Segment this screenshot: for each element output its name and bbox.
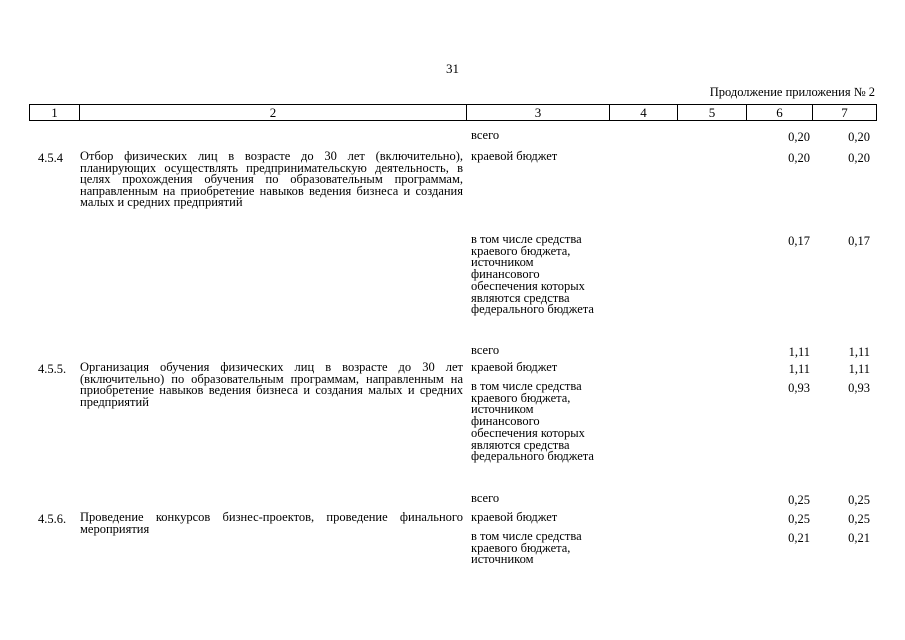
value-col-6: 0,25	[788, 512, 810, 526]
value-col-7: 0,21	[848, 531, 870, 545]
page-number: 31	[446, 61, 459, 76]
value-col-6: 0,17	[788, 234, 810, 248]
source-label: в том числе средства краевого бюджета, источником	[471, 529, 582, 567]
row-description: Отбор физических лиц в возрасте до 30 лет (включительно), планирующих осуществлять предпринимательскую деятельность, в целях прохождения обучения по образовательным программам, направленным на приобретение навыков ведения бизнеса и создания малых и средних предприятий	[80, 149, 463, 209]
header-col-6: 6	[747, 105, 813, 121]
value-col-7: 1,11	[848, 345, 870, 359]
source-label: всего	[471, 491, 500, 505]
value-col-6: 0,20	[788, 151, 810, 165]
row-description: Проведение конкурсов бизнес-проектов, проведение финального мероприятия	[80, 510, 463, 536]
value-col-6: 0,20	[788, 130, 810, 144]
row-number: 4.5.6.	[38, 512, 67, 526]
value-col-6: 0,93	[788, 381, 810, 395]
source-label: краевой бюджет	[471, 510, 558, 524]
header-col-1: 1	[30, 105, 80, 121]
header-col-3: 3	[467, 105, 610, 121]
value-col-7: 1,11	[848, 362, 870, 376]
source-label: в том числе средства краевого бюджета, источником финансового обеспечения которых являются средства федерального бюджета	[471, 232, 594, 317]
row-number: 4.5.5.	[38, 362, 67, 376]
source-label: краевой бюджет	[471, 360, 558, 374]
value-col-6: 0,25	[788, 493, 810, 507]
value-col-6: 1,11	[788, 345, 810, 359]
row-description: Организация обучения физических лиц в возрасте до 30 лет (включительно) по образовательным программам, направленным на приобретение навыков ведения бизнеса и создания малых и средних предприятий	[80, 360, 463, 409]
header-col-5: 5	[678, 105, 747, 121]
source-label: в том числе средства краевого бюджета, источником финансового обеспечения которых являются средства федерального бюджета	[471, 379, 594, 464]
source-label: всего	[471, 128, 500, 142]
value-col-6: 1,11	[788, 362, 810, 376]
value-col-6: 0,21	[788, 531, 810, 545]
table-header	[29, 104, 877, 121]
header-col-2: 2	[80, 105, 467, 121]
row-number: 4.5.4	[38, 151, 63, 165]
appendix-note: Продолжение приложения № 2	[709, 85, 875, 99]
value-col-7: 0,25	[848, 493, 870, 507]
value-col-7: 0,17	[848, 234, 870, 248]
value-col-7: 0,20	[848, 151, 870, 165]
value-col-7: 0,20	[848, 130, 870, 144]
value-col-7: 0,93	[848, 381, 870, 395]
source-label: краевой бюджет	[471, 149, 558, 163]
header-col-4: 4	[610, 105, 678, 121]
value-col-7: 0,25	[848, 512, 870, 526]
header-col-7: 7	[813, 105, 877, 121]
source-label: всего	[471, 343, 500, 357]
